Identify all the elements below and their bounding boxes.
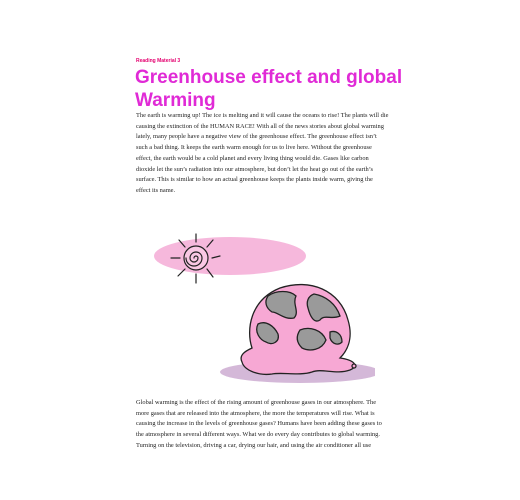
title-line: Greenhouse effect and global	[135, 67, 403, 88]
paragraph-global-warming	[136, 398, 396, 452]
text-line: The earth is warming up! The ice is melting and it will cause the oceans to rise! The plants will die	[136, 112, 389, 119]
text-line: effect its name.	[136, 186, 176, 194]
text-line: causing the increase in the levels of greenhouse gases? Humans have been adding these gases to	[136, 420, 382, 428]
text-line: the atmosphere in several different ways. What we do every day contributes to global warming.	[136, 431, 380, 439]
text-line: Turning on the television, driving a car, drying our hair, and using the air conditioner all use	[136, 441, 372, 449]
text-line: surface. This is similar to how an actual greenhouse keeps the plants inside warm, giving the	[136, 176, 373, 184]
text-line: Global warming is the effect of the rising amount of greenhouse gases in our atmosphere. The	[136, 399, 377, 406]
text-line: effect, the earth would be a cold planet and every living thing would die. Gases like carbon	[136, 154, 369, 162]
title-line: Warming	[135, 90, 216, 111]
melting-earth-icon	[241, 285, 356, 375]
text-line: lately, many people have a negative view of the greenhouse effect. The greenhouse effect isn’t	[136, 133, 377, 141]
section-label: Reading Material 3	[136, 58, 181, 64]
melting-earth-illustration	[150, 220, 375, 390]
paragraph-intro	[136, 111, 396, 197]
text-line: more gases that are released into the atmosphere, the more the temperatures will rise. What is	[136, 409, 375, 417]
sun-glow	[154, 237, 306, 275]
text-line: causing the extinction of the HUMAN RACE! With all of the news stories about global warming	[136, 122, 384, 130]
text-line: dioxide let the sun’s radiation into our atmosphere, but don’t let the heat go out of the earth’s	[136, 165, 373, 173]
page-title	[135, 66, 435, 112]
text-line: such a bad thing. It keeps the earth warm enough for us to live here. Without the greenhouse	[136, 144, 372, 152]
